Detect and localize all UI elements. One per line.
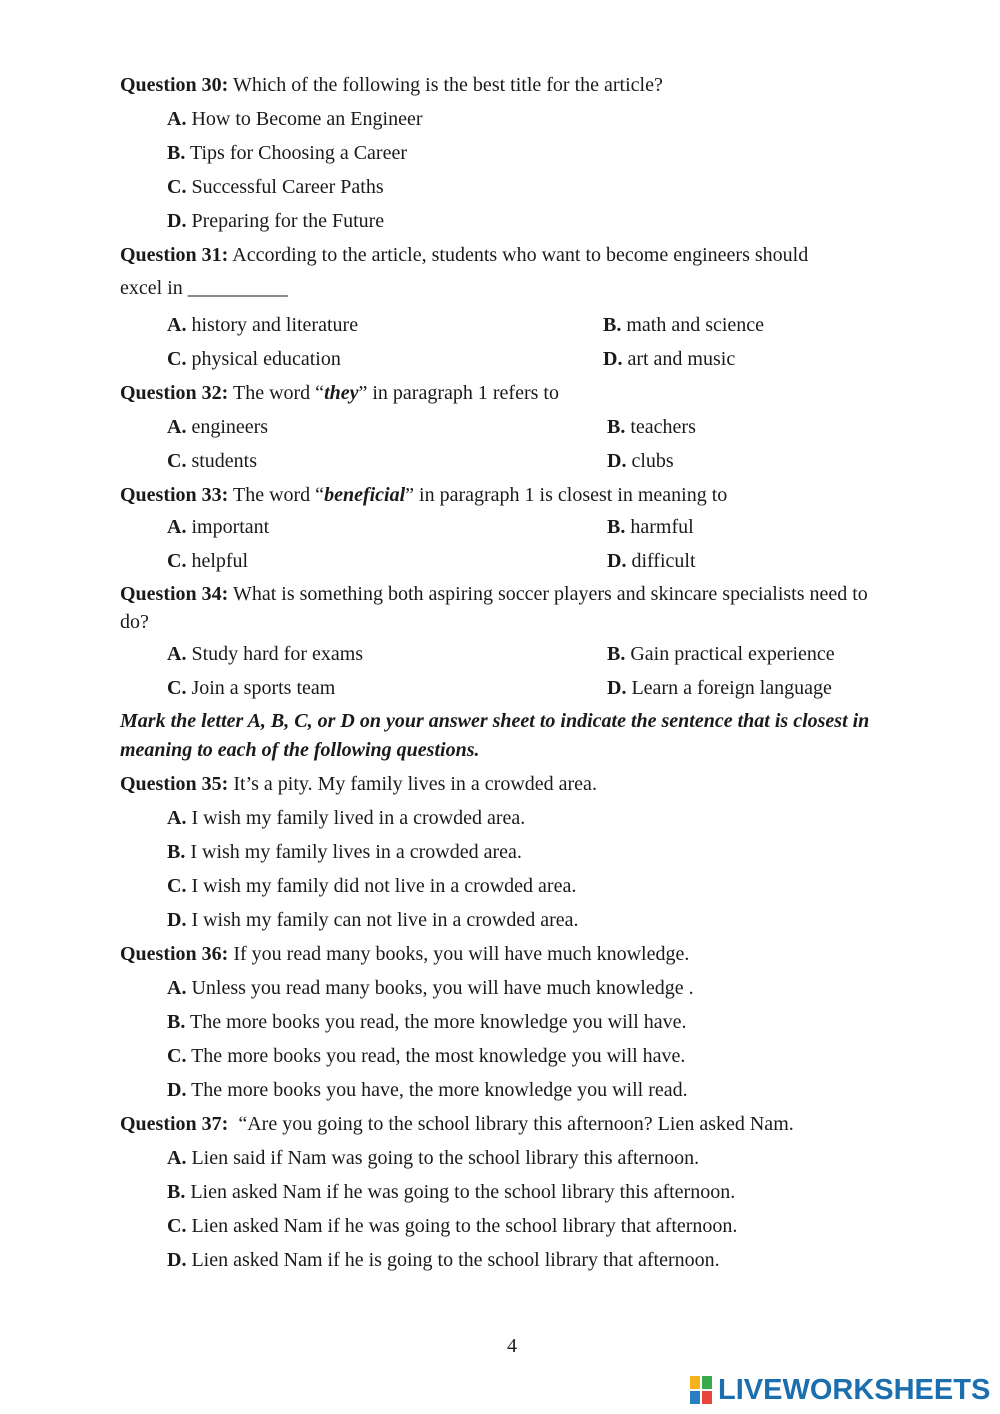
liveworksheets-logo	[690, 1374, 990, 1406]
question-34	[120, 580, 900, 636]
option-36-b: B. The more books you read, the more knowledge you will have.	[167, 1011, 687, 1033]
option-31-b: B. math and science	[603, 314, 765, 336]
question-label: Question 34:	[120, 583, 229, 605]
option-30-c: C. Successful Career Paths	[167, 176, 384, 198]
option-30-a: A. How to Become an Engineer	[167, 108, 423, 130]
question-label: Question 37:	[120, 1113, 229, 1135]
option-35-d: D. I wish my family can not live in a crowded area.	[167, 909, 579, 931]
liveworksheets-logo-icon	[690, 1376, 712, 1404]
option-36-c: C. The more books you read, the most knowledge you will have.	[167, 1045, 686, 1067]
option-33-a: A. important	[167, 516, 270, 538]
question-label: Question 36:	[120, 943, 229, 965]
option-31-c: C. physical education	[167, 348, 341, 370]
question-35	[120, 770, 597, 798]
option-34-a: A. Study hard for exams	[167, 643, 364, 665]
option-30-b: B. Tips for Choosing a Career	[167, 142, 408, 164]
question-text: If you read many books, you will have much knowledge.	[233, 943, 690, 965]
highlighted-word: they	[324, 382, 359, 404]
option-36-a: A. Unless you read many books, you will have much knowledge .	[167, 977, 694, 999]
question-32: Question 32: The word “they” in paragraph 1 refers to	[120, 382, 559, 404]
option-34-d: D. Learn a foreign language	[607, 677, 832, 699]
option-34-b: B. Gain practical experience	[607, 643, 835, 665]
section-instruction: Mark the letter A, B, C, or D on your answer sheet to indicate the sentence that is closest in meaning to each of the following questions.	[120, 710, 870, 761]
option-33-d: D. difficult	[607, 550, 696, 572]
question-text: What is something both aspiring soccer players and skincare specialists need to do?	[120, 583, 868, 633]
option-32-a: A. engineers	[167, 416, 269, 438]
option-37-b: B. Lien asked Nam if he was going to the school library this afternoon.	[167, 1181, 736, 1203]
option-32-b: B. teachers	[607, 416, 696, 438]
question-text: According to the article, students who want to become engineers should	[232, 244, 809, 266]
option-30-d: D. Preparing for the Future	[167, 210, 385, 232]
option-33-c: C. helpful	[167, 550, 249, 572]
question-label: Question 35:	[120, 773, 229, 795]
option-31-d: D. art and music	[603, 348, 736, 370]
option-35-b: B. I wish my family lives in a crowded area.	[167, 841, 522, 863]
question-label: Question 33:	[120, 484, 229, 506]
question-30	[120, 71, 663, 99]
question-31-continued: excel in __________	[120, 277, 288, 299]
option-35-c: C. I wish my family did not live in a crowded area.	[167, 875, 577, 897]
question-text: Which of the following is the best title for the article?	[232, 74, 663, 96]
option-32-d: D. clubs	[607, 450, 674, 472]
page-number: 4	[507, 1335, 517, 1357]
option-33-b: B. harmful	[607, 516, 694, 538]
question-33: Question 33: The word “beneficial” in paragraph 1 is closest in meaning to	[120, 484, 728, 506]
question-label: Question 32:	[120, 382, 229, 404]
logo-text: LIVEWORKSHEETS	[718, 1373, 991, 1406]
option-37-a: A. Lien said if Nam was going to the school library this afternoon.	[167, 1147, 700, 1169]
option-36-d: D. The more books you have, the more knowledge you will read.	[167, 1079, 688, 1101]
option-37-d: D. Lien asked Nam if he is going to the school library that afternoon.	[167, 1249, 720, 1271]
question-label: Question 30:	[120, 74, 229, 96]
option-34-c: C. Join a sports team	[167, 677, 336, 699]
option-31-a: A. history and literature	[167, 314, 359, 336]
question-37	[120, 1110, 794, 1138]
option-37-c: C. Lien asked Nam if he was going to the school library that afternoon.	[167, 1215, 738, 1237]
option-32-c: C. students	[167, 450, 258, 472]
question-31	[120, 241, 808, 269]
highlighted-word: beneficial	[324, 484, 406, 506]
question-text: “Are you going to the school library this afternoon? Lien asked Nam.	[233, 1113, 794, 1135]
question-36	[120, 940, 689, 968]
question-label: Question 31:	[120, 244, 229, 266]
option-35-a: A. I wish my family lived in a crowded area.	[167, 807, 526, 829]
question-text: It’s a pity. My family lives in a crowded area.	[233, 773, 597, 795]
